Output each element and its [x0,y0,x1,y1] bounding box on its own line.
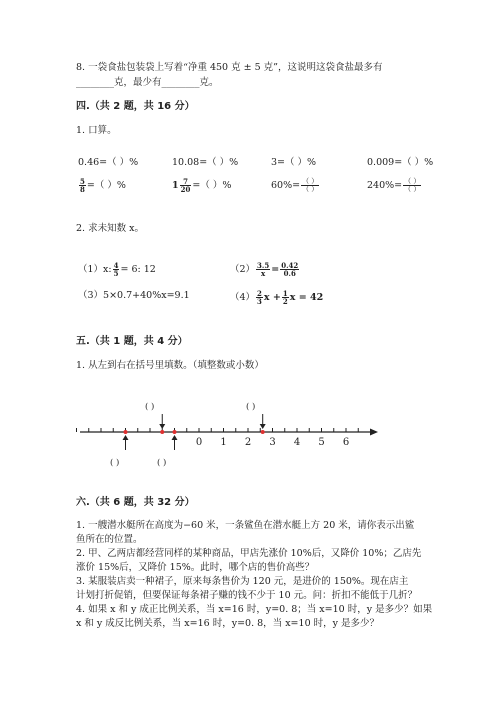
frac-den: 20 [180,185,191,194]
frac-den: x [261,269,266,278]
frac-num: 2 [257,289,262,298]
oral-item-3: 3=（ ）% [271,157,317,168]
number-line-label: 1 [220,437,227,448]
number-line-ticks [77,428,359,448]
number-line-pointer-head [159,424,165,429]
number-line-pointer-head [172,435,178,440]
eq-label: （4） [230,292,256,303]
frac-num: 7 [180,178,192,186]
section6-line-4: 涨价 15%后，又降价 15%。此时，哪个店的售价高些？ [76,562,315,573]
number-line-label: 6 [342,437,350,448]
eq-text: = 6: 12 [120,264,156,275]
frac-num: （ ） [302,177,319,185]
answer-blank-2: ( ) [246,402,256,412]
oral-item-1: 0.46=（ ）% [78,157,139,168]
eq-text: x: [103,264,112,275]
number-line-point [173,430,177,434]
section6-line-1: 1. 一艘潜水艇所在高度为−60 米，一条鲨鱼在潜水艇上方 20 米，请你表示出鲨 [76,520,415,531]
number-line-point [261,430,265,434]
number-line-label: 0 [195,437,203,448]
frac-num: 0.42 [281,261,299,270]
q8-line2: ________克，最少有________克。 [76,77,219,88]
frac-num: 1 [282,289,288,298]
number-line-label: 4 [293,437,301,448]
frac-den: 0.6 [283,269,296,278]
section6-line-3: 2. 甲、乙两店都经营同样的某种商品，甲店先涨价 10%后，又降价 10%；乙店先 [76,548,422,559]
eq-label: （2） [230,264,256,275]
frac-num: 5 [80,177,85,186]
oral-lead: 240%= [367,180,403,191]
frac-den: 8 [80,185,85,194]
eq-text: x = 42 [289,292,324,303]
number-line-label: 5 [318,437,325,448]
section6-line-6: 计划打折促销，但要保证每条裙子赚的钱不少于 10 元。问：折扣不能低于几折？ [76,590,418,601]
number-line-label: 3 [269,437,276,448]
answer-blank-4: ( ) [157,458,167,468]
eq-text: = [271,264,280,275]
equation-3: （3）5×0.7+40%x=9.1 [78,290,190,301]
eq-text: x + [263,292,281,303]
frac-den: 2 [282,297,288,306]
oral-item-2: 10.08=（ ）% [172,157,239,168]
frac-num: 4 [113,261,119,270]
section6-line-2: 鱼所在的位置。 [76,534,143,545]
number-line-point [160,430,164,434]
q8-line1: 8. 一袋食盐包装袋上写着“净重 450 克 ± 5 克”，这说明这袋食盐最多有 [76,62,383,73]
section5-q1: 1. 从左到右在括号里填数。（填整数或小数） [76,360,264,371]
frac-num: （ ） [404,177,421,185]
mixed-whole: 1 [172,180,179,191]
section6-line-8: x 和 y 成反比例关系，当 x=16 时，y=0. 8，当 x=10 时，y 是多少？ [76,618,380,629]
section4-q1-title: 1. 口算。 [76,125,117,136]
number-line-label: 2 [244,437,252,448]
section6-title: 六.（共 6 题，共 32 分） [76,497,195,508]
section6-line-5: 3. 某服装店卖一种裙子，原来每条售价为 120 元，是进价的 150%。现在店主 [76,576,409,587]
frac-den: （ ） [302,185,319,193]
section6-line-7: 4. 如果 x 和 y 成正比例关系，当 x=16 时，y=0. 8；当 x=10 时，y 是多少？如果 [76,604,433,615]
oral-tail: =（ ）% [192,180,232,191]
oral-item-4: 0.009=（ ）% [367,157,434,168]
eq-label: （1） [78,264,104,275]
frac-den: （ ） [404,185,421,193]
number-line-point [124,430,128,434]
frac-num: 3.5 [257,261,270,270]
frac-den: 5 [113,269,119,278]
oral-lead: 60%= [271,180,301,191]
section4-title: 四.（共 2 题，共 16 分） [76,101,195,112]
section5-title: 五.（共 1 题，共 4 分） [76,336,188,347]
section4-q2-title: 2. 求未知数 x。 [76,223,144,234]
answer-blank-1: ( ) [145,402,155,412]
frac-den: 3 [257,297,262,306]
number-line-pointer-head [123,435,129,440]
number-line-arrowhead [370,429,378,436]
oral-tail: =（ ）% [86,180,126,191]
answer-blank-3: ( ) [110,458,120,468]
